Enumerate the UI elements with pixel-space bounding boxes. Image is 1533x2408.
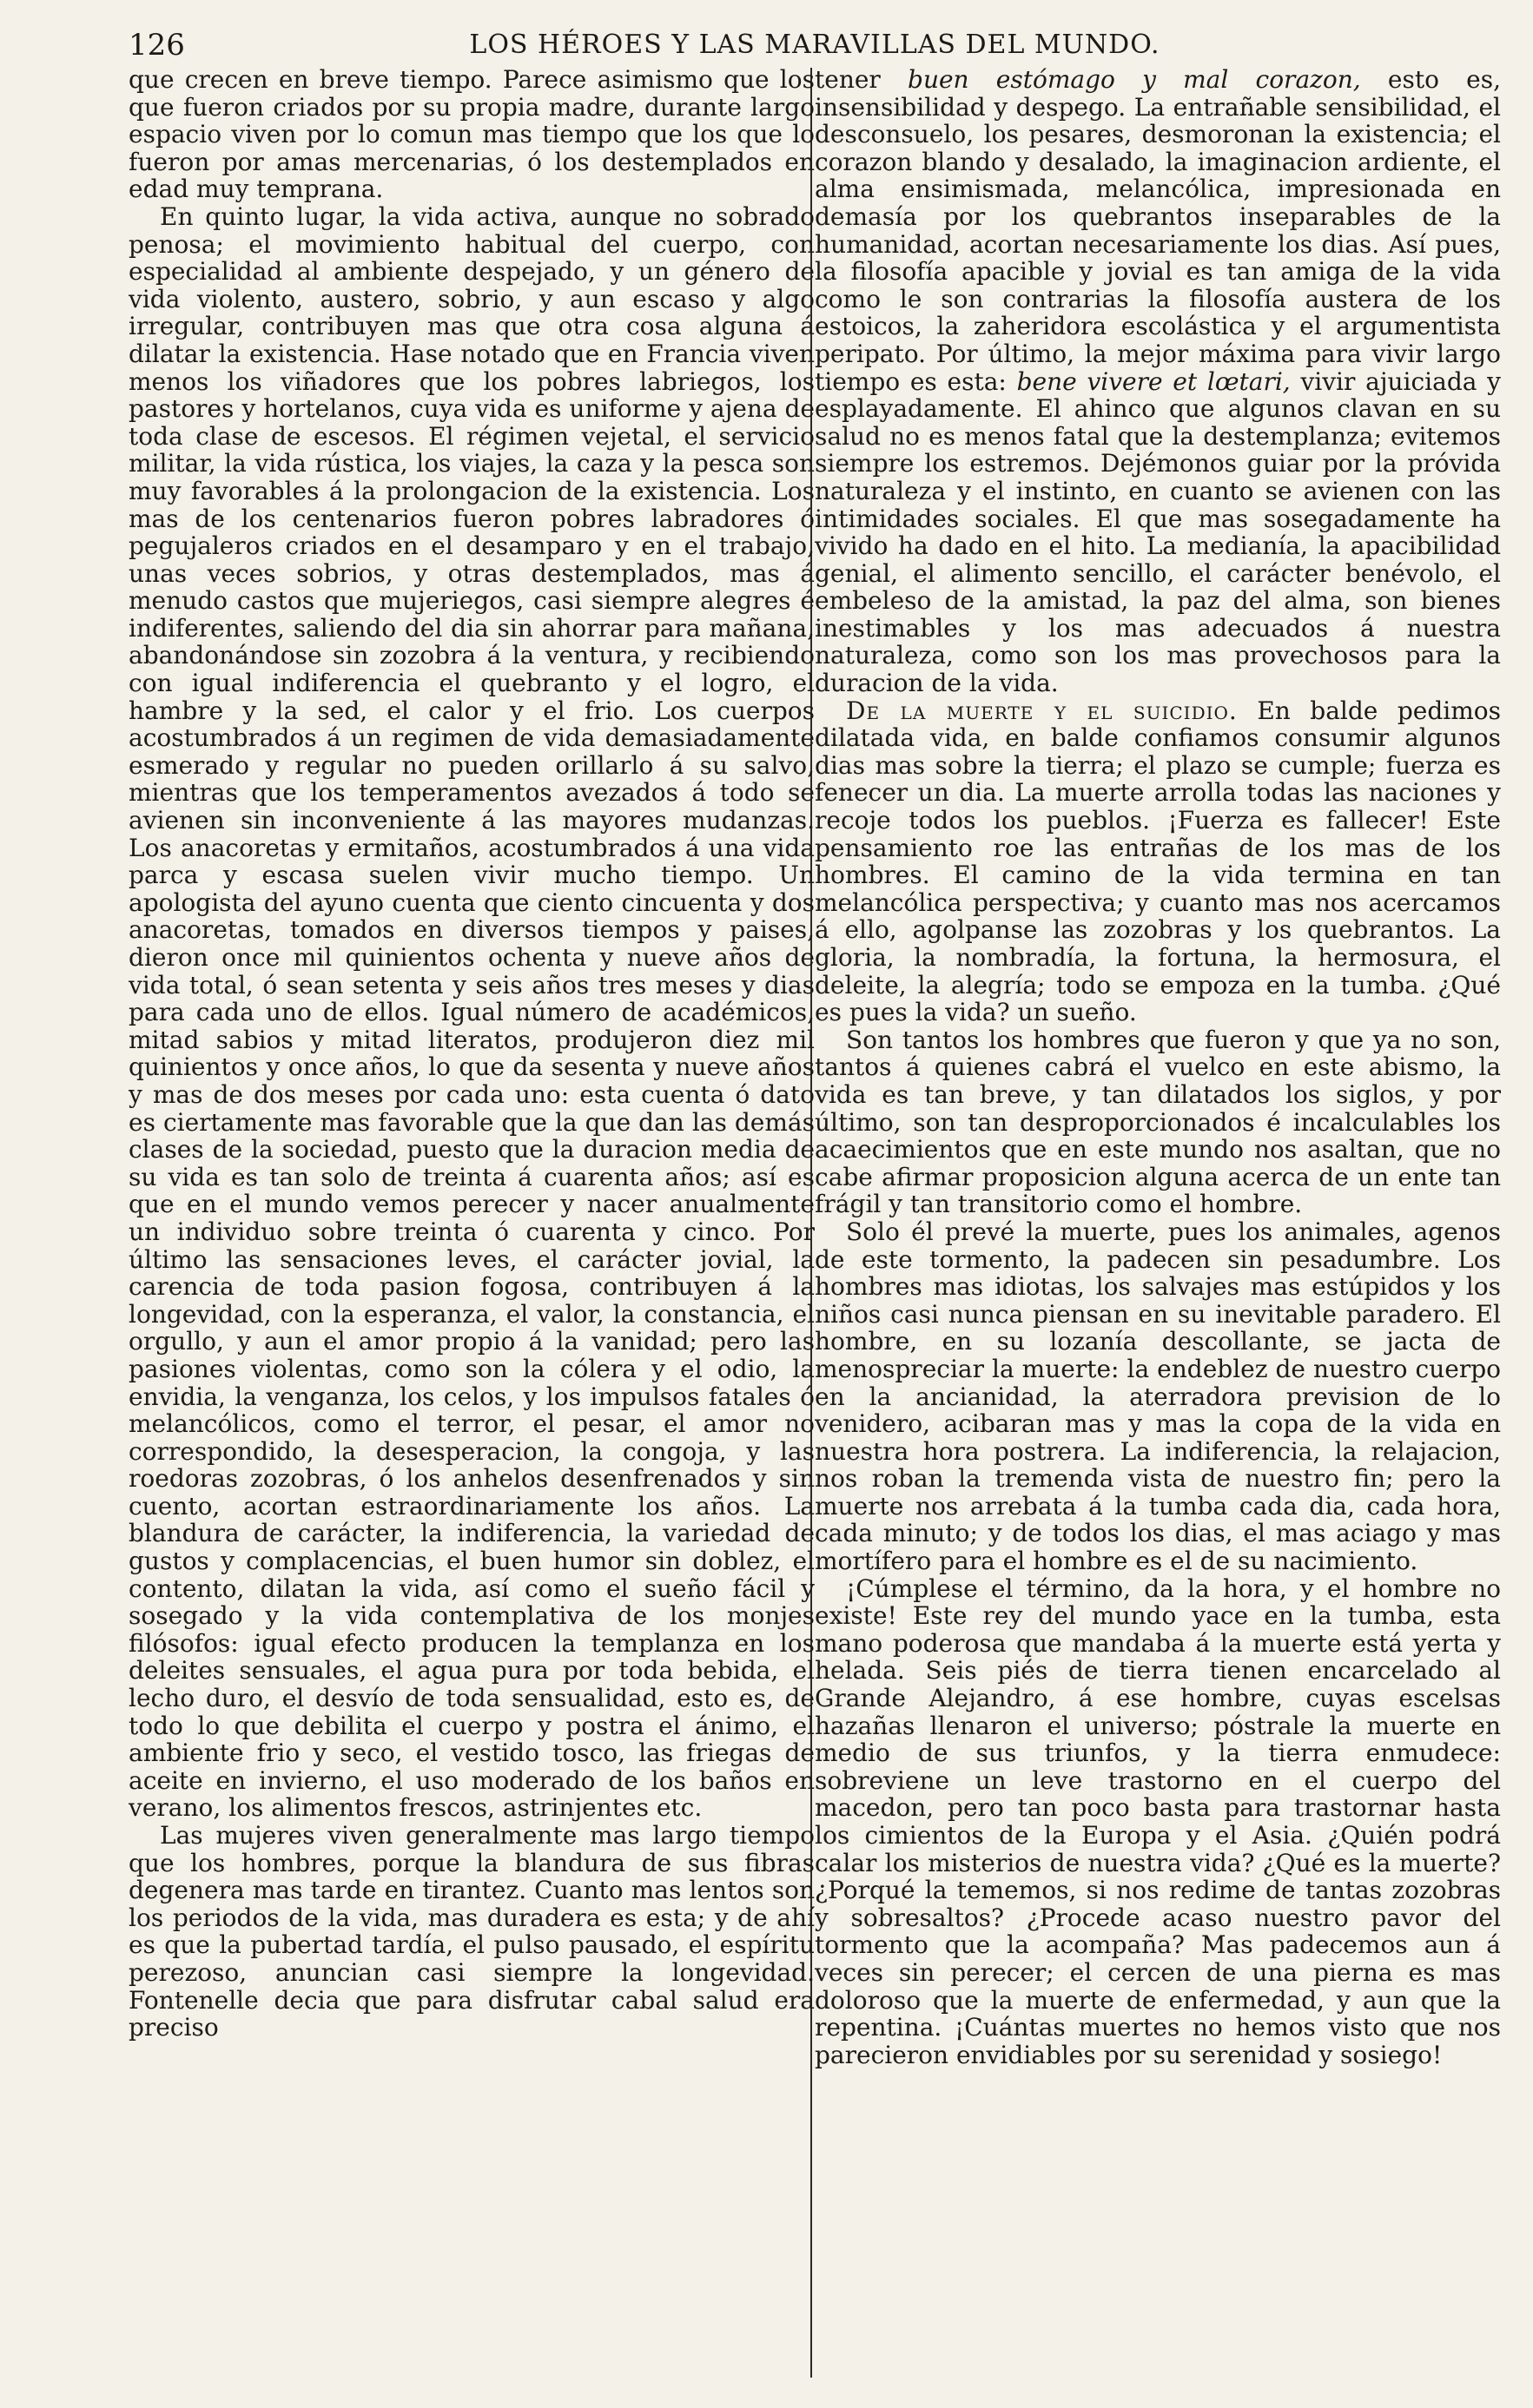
right-paragraph-3: Son tantos los hombres que fueron y que ya no son, tantos á quienes cabrá el vuelco en este abismo, la vida es tan breve, y tan dilatados los siglos, y por último, son tan desproporcionados é incalculables los acaecimientos que en este mundo nos asaltan, que no cabe afirmar proposicion alguna acerca de un ente tan frágil y tan transitorio como el hombre. [815,1025,1501,1219]
right-p1-end: vivir ajuiciada y esplayadamente. El ahinco que algunos clavan en su salud no es menos fatal que la destemplanza; evitemos siempre los estremos. Dejémonos guiar por la próvida naturaleza y el instinto, en cuanto se avienen con las intimidades sociales. El que mas sosegadamente ha vivido ha dado en el hito. La medianía, la apacibilidad genial, el alimento sencillo, el carácter benévolo, el embeleso de la amistad, la paz del alma, son bienes inestimables y los mas adecuados á nuestra naturaleza, como son los mas provechosos para la duracion de la vida. [815,366,1501,698]
left-paragraph-3: Las mujeres viven generalmente mas largo tiempo que los hombres, porque la blandura de sus fibras degenera mas tarde en tirantez. Cuanto mas lentos son los periodos de la vida, mas duradera es esta; y de ahí es que la pubertad tardía, el pulso pausado, el espíritu perezoso, anuncian casi siempre la longevidad. Fontenelle decia que para disfrutar cabal salud era preciso [129,1821,815,2042]
right-paragraph-1 [815,66,1501,697]
right-p1-latin-maxim: bene vivere et lœtari, [1016,366,1291,396]
right-p2-text: En balde pedimos dilatada vida, en balde confiamos consumir algunos dias mas sobre la tierra; el plazo se cumple; fuerza es fenecer un dia. La muerte arrolla todas las naciones y recoje todos los pueblos. ¡Fuerza es fallecer! Este pensamiento roe las entrañas de los mas de los hombres. El camino de la vida termina en tan melancólica perspectiva; y cuanto mas nos acercamos á ello, agolpanse las zozobras y los quebrantos. La gloria, la nombradía, la fortuna, la hermosura, el deleite, la alegría; todo se empoza en la tumba. ¿Qué es pues la vida? un sueño. [815,696,1501,1027]
page-number: 126 [129,28,185,63]
right-column [815,66,1501,2393]
right-paragraph-4: Solo él prevé la muerte, pues los animales, agenos de este tormento, la padecen sin pesadumbre. Los hombres mas idiotas, los salvajes mas estúpidos y los niños casi nunca piensan en su inevitable paradero. El hombre, en su lozanía descollante, se jacta de menospreciar la muerte: la endeblez de nuestro cuerpo en la ancianidad, la aterradora prevision de lo venidero, acibaran mas y mas la copa de la vida en nuestra hora postrera. La indiferencia, la relajacion, nos roban la tremenda vista de nuestro fin; pero la muerte nos arrebata á la tumba cada dia, cada hora, cada minuto; y de todos los dias, el mas aciago y mas mortífero para el hombre es el de su nacimiento. [815,1217,1501,1576]
left-paragraph-2: En quinto lugar, la vida activa, aunque no sobrado penosa; el movimiento habitual del cuerpo, con especialidad al ambiente despejado, y un género de vida violento, austero, sobrio, y aun escaso y algo irregular, contribuyen mas que otra cosa alguna á dilatar la existencia. Hase notado que en Francia viven menos los viñadores que los pobres labriegos, los pastores y hortelanos, cuya vida es uniforme y ajena de toda clase de escesos. El régimen vejetal, el servicio militar, la vida rústica, los viajes, la caza y la pesca son muy favorables á la prolongacion de la existencia. Los mas de los centenarios fueron pobres labradores ó pegujaleros criados en el desamparo y en el trabajo, unas veces sobrios, y otras destemplados, mas á menudo castos que mujeriegos, casi siempre alegres é indiferentes, saliendo del dia sin ahorrar para mañana, abandonándose sin zozobra á la ventura, y recibiendo con igual indiferencia el quebranto y el logro, el hambre y la sed, el calor y el frio. Los cuerpos acostumbrados á un regimen de vida demasiadamente esmerado y regular no pueden orillarlo á su salvo, mientras que los temperamentos avezados á todo se avienen sin inconveniente á las mayores mudanzas. Los anacoretas y ermitaños, acostumbrados á una vida parca y escasa suelen vivir mucho tiempo. Un apologista del ayuno cuenta que ciento cincuenta y dos anacoretas, tomados en diversos tiempos y paises, dieron once mil quinientos ochenta y nueve años de vida total, ó sean setenta y seis años tres meses y dias para cada uno de ellos. Igual número de académicos, mitad sabios y mitad literatos, produjeron diez mil quinientos y once años, lo que da sesenta y nueve años y mas de dos meses por cada uno: esta cuenta ó dato es ciertamente mas favorable que la que dan las demás clases de la sociedad, puesto que la duracion media de su vida es tan solo de treinta á cuarenta años; así es que en el mundo vemos perecer y nacer anualmente un individuo sobre treinta ó cuarenta y cinco. Por último las sensaciones leves, el carácter jovial, la carencia de toda pasion fogosa, contribuyen á la longevidad, con la esperanza, el valor, la constancia, el orgullo, y aun el amor propio á la vanidad; pero las pasiones violentas, como son la cólera y el odio, la envidia, la venganza, los celos, y los impulsos fatales ó melancólicos, como el terror, el pesar, el amor no correspondido, la desesperacion, la congoja, y las roedoras zozobras, ó los anhelos desenfrenados y sin cuento, acortan estraordinariamente los años. La blandura de carácter, la indiferencia, la variedad de gustos y complacencias, el buen humor sin doblez, el contento, dilatan la vida, así como el sueño fácil y sosegado y la vida contemplativa de los monjes filósofos: igual efecto producen la templanza en los deleites sensuales, el agua pura por toda bebida, el lecho duro, el desvío de toda sensualidad, esto es, de todo lo que debilita el cuerpo y postra el ánimo, el ambiente frio y seco, el vestido tosco, las friegas de aceite en invierno, el uso moderado de los baños en verano, los alimentos frescos, astrinjentes etc. [129,201,815,1823]
right-p1-italic-phrase: buen estómago y mal corazon, [908,66,1361,94]
right-p1-start: tener [815,66,881,94]
right-p1-middle: esto es, insensibilidad y despego. La entrañable sensibilidad, el desconsuelo, los pesares, desmoronan la existencia; el corazon blando y desalado, la imaginacion ardiente, el alma ensimismada, melancólica, impresionada en demasía por los quebrantos inseparables de la humanidad, acortan necesariamente los dias. Así pues, la filosofía apacible y jovial es tan amiga de la vida como le son contrarias la filosofía austera de los estoicos, la zaheridora escolástica y el argumentista peripato. Por último, la mejor máxima para vivir largo tiempo es esta: [815,66,1501,396]
left-column [129,66,815,2393]
page-header [129,24,1501,68]
section-heading: De la muerte y el suicidio. [846,696,1238,725]
right-paragraph-5: ¡Cúmplese el término, da la hora, y el hombre no existe! Este rey del mundo yace en la tumba, esta mano poderosa que mandaba á la muerte está yerta y helada. Seis piés de tierra tienen encarcelado al Grande Alejandro, á ese hombre, cuyas escelsas hazañas llenaron el universo; póstrale la muerte en medio de sus triunfos, y la tierra enmudece: sobreviene un leve trastorno en el cuerpo del macedon, pero tan poco basta para trastornar hasta los cimientos de la Europa y el Asia. ¿Quién podrá calar los misterios de nuestra vida? ¿Qué es la muerte? ¿Porqué la tememos, si nos redime de tantas zozobras y sobresaltos? ¿Procede acaso nuestro pavor del tormento que la acompaña? Mas padecemos aun á veces sin perecer; el cercen de una pierna es mas doloroso que la muerte de enfermedad, y aun que la repentina. ¡Cuántas muertes no hemos visto que nos parecieron envidiables por su serenidad y sosiego! [815,1573,1501,2069]
left-paragraph-1: que crecen en breve tiempo. Parece asimismo que los que fueron criados por su propia madre, durante largo espacio viven por lo comun mas tiempo que los que lo fueron por amas mercenarias, ó los destemplados en edad muy temprana. [129,66,815,204]
running-title: LOS HÉROES Y LAS MARAVILLAS DEL MUNDO. [469,30,1160,60]
right-paragraph-2 [815,697,1501,1026]
